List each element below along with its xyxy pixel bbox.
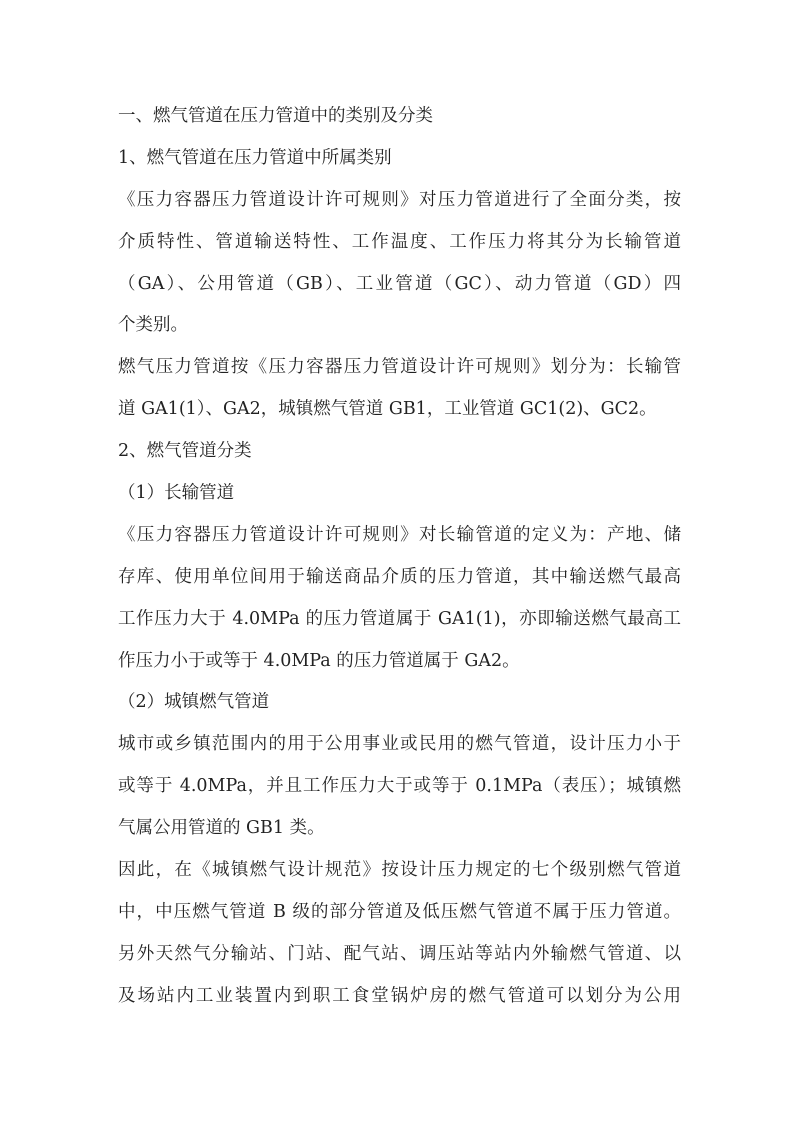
text-line: 另外天然气分输站、门站、配气站、调压站等站内外输燃气管道、以	[118, 943, 681, 964]
text-line: 存库、使用单位间用于输送商品介质的压力管道，其中输送燃气最高	[118, 566, 681, 587]
text-line: 中，中压燃气管道 B 级的部分管道及低压燃气管道不属于压力管道。	[118, 901, 681, 922]
text-line: 作压力小于或等于 4.0MPa 的压力管道属于 GA2。	[118, 650, 520, 671]
text-line: 2、燃气管道分类	[118, 441, 252, 462]
text-line: 介质特性、管道输送特性、工作温度、工作压力将其分为长输管道	[118, 231, 681, 252]
document-page	[118, 96, 681, 1018]
text-line: 《压力容器压力管道设计许可规则》对长输管道的定义为：产地、储	[118, 524, 681, 545]
text-line: 个类别。	[118, 315, 188, 336]
text-line: 因此，在《城镇燃气设计规范》按设计压力规定的七个级别燃气管道	[118, 860, 681, 881]
text-line: 及场站内工业装置内到职工食堂锅炉房的燃气管道可以划分为公用	[118, 985, 681, 1006]
text-line: （2）城镇燃气管道	[118, 692, 270, 713]
text-line: （GA）、公用管道（GB）、工业管道（GC）、动力管道（GD）四	[118, 273, 681, 294]
text-line: 城市或乡镇范围内的用于公用事业或民用的燃气管道，设计压力小于	[118, 734, 681, 755]
text-line: 工作压力大于 4.0MPa 的压力管道属于 GA1(1)，亦即输送燃气最高工	[118, 608, 681, 629]
text-line: 《压力容器压力管道设计许可规则》对压力管道进行了全面分类，按	[118, 189, 681, 210]
text-line: 道 GA1(1）、GA2，城镇燃气管道 GB1，工业管道 GC1(2)、GC2。	[118, 399, 657, 420]
text-line: 一、燃气管道在压力管道中的类别及分类	[118, 106, 433, 126]
text-line: 1、燃气管道在压力管道中所属类别	[118, 147, 392, 168]
text-line: （1）长输管道	[118, 483, 235, 504]
text-line: 燃气压力管道按《压力容器压力管道设计许可规则》划分为：长输管	[118, 357, 681, 378]
text-line: 或等于 4.0MPa，并且工作压力大于或等于 0.1MPa（表压）；城镇燃	[118, 776, 681, 797]
text-line: 气属公用管道的 GB1 类。	[118, 818, 325, 839]
